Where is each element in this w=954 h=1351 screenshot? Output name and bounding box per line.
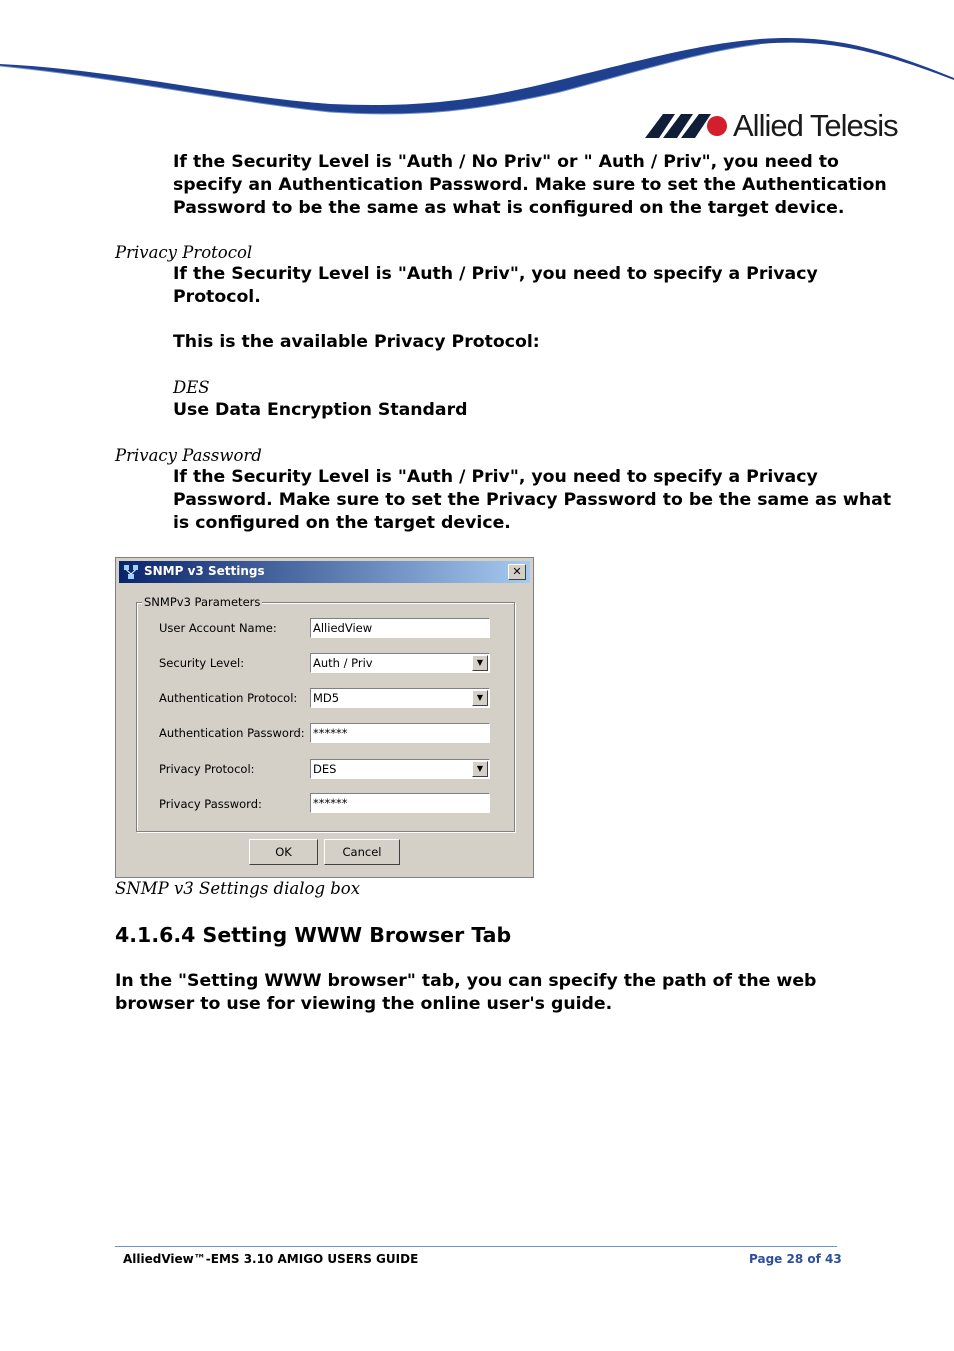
security-level-select[interactable] <box>310 653 490 673</box>
section-heading: 4.1.6.4 Setting WWW Browser Tab <box>115 923 512 947</box>
privacy-protocol-label: Privacy Protocol: <box>159 762 255 776</box>
chevron-down-icon[interactable]: ▼ <box>472 761 488 777</box>
privacy-password-input[interactable]: ****** <box>310 793 490 813</box>
text-line: specify an Authentication Password. Make sure to set the Authentication <box>173 175 887 195</box>
text-line: In the "Setting WWW browser" tab, you can specify the path of the web <box>115 971 817 991</box>
authentication-protocol-select[interactable] <box>310 688 490 708</box>
chevron-down-icon[interactable]: ▼ <box>472 690 488 706</box>
text-line: is configured on the target device. <box>173 513 511 533</box>
figure-caption: SNMP v3 Settings dialog box <box>115 879 361 898</box>
privacy-protocol-value: DES <box>313 762 337 776</box>
close-icon: ✕ <box>512 565 522 578</box>
text-line: browser to use for viewing the online user's guide. <box>115 994 613 1014</box>
footer-divider <box>115 1246 837 1247</box>
text-line: If the Security Level is "Auth / Priv", you need to specify a Privacy <box>173 467 818 487</box>
cancel-button[interactable]: Cancel <box>324 839 400 865</box>
privacy-password-label: Privacy Password: <box>159 797 262 811</box>
security-level-value: Auth / Priv <box>313 656 373 670</box>
available-protocol-text: This is the available Privacy Protocol: <box>173 332 540 352</box>
chevron-down-icon[interactable]: ▼ <box>472 655 488 671</box>
user-account-name-label: User Account Name: <box>159 621 277 635</box>
des-term: DES <box>173 378 210 397</box>
section-paragraph <box>115 970 816 1016</box>
dialog-title: SNMP v3 Settings <box>144 564 265 578</box>
user-account-name-input[interactable]: AlliedView <box>310 618 490 638</box>
text-line: If the Security Level is "Auth / Priv", you need to specify a Privacy <box>173 264 818 284</box>
dialog-titlebar <box>119 561 530 583</box>
page-number: Page 28 of 43 <box>749 1252 842 1266</box>
allied-telesis-logo <box>645 108 905 148</box>
privacy-password-paragraph <box>173 466 891 535</box>
text-line: Protocol. <box>173 287 261 307</box>
group-label: SNMPv3 Parameters <box>144 595 261 609</box>
text-line: Password to be the same as what is configured on the target device. <box>173 198 845 218</box>
privacy-protocol-select[interactable] <box>310 759 490 779</box>
des-description: Use Data Encryption Standard <box>173 400 468 420</box>
auth-password-paragraph <box>173 151 887 220</box>
footer-doc-title: AlliedView™-EMS 3.10 AMIGO USERS GUIDE <box>123 1252 419 1266</box>
logo-mark-icon <box>645 114 729 146</box>
authentication-protocol-label: Authentication Protocol: <box>159 691 298 705</box>
security-level-label: Security Level: <box>159 656 245 670</box>
authentication-password-label: Authentication Password: <box>159 726 305 740</box>
snmp-v3-settings-dialog <box>115 557 534 878</box>
text-line: Password. Make sure to set the Privacy Password to be the same as what <box>173 490 892 510</box>
privacy-protocol-term: Privacy Protocol <box>115 243 253 262</box>
authentication-protocol-value: MD5 <box>313 691 340 705</box>
text-line: If the Security Level is "Auth / No Priv" or " Auth / Priv", you need to <box>173 152 839 172</box>
privacy-password-term: Privacy Password <box>115 446 262 465</box>
close-button[interactable] <box>508 564 526 580</box>
authentication-password-input[interactable]: ****** <box>310 723 490 743</box>
brand-name: Allied Telesis <box>733 108 898 143</box>
network-icon <box>123 564 139 580</box>
privacy-protocol-paragraph <box>173 263 818 309</box>
ok-button[interactable]: OK <box>249 839 318 865</box>
